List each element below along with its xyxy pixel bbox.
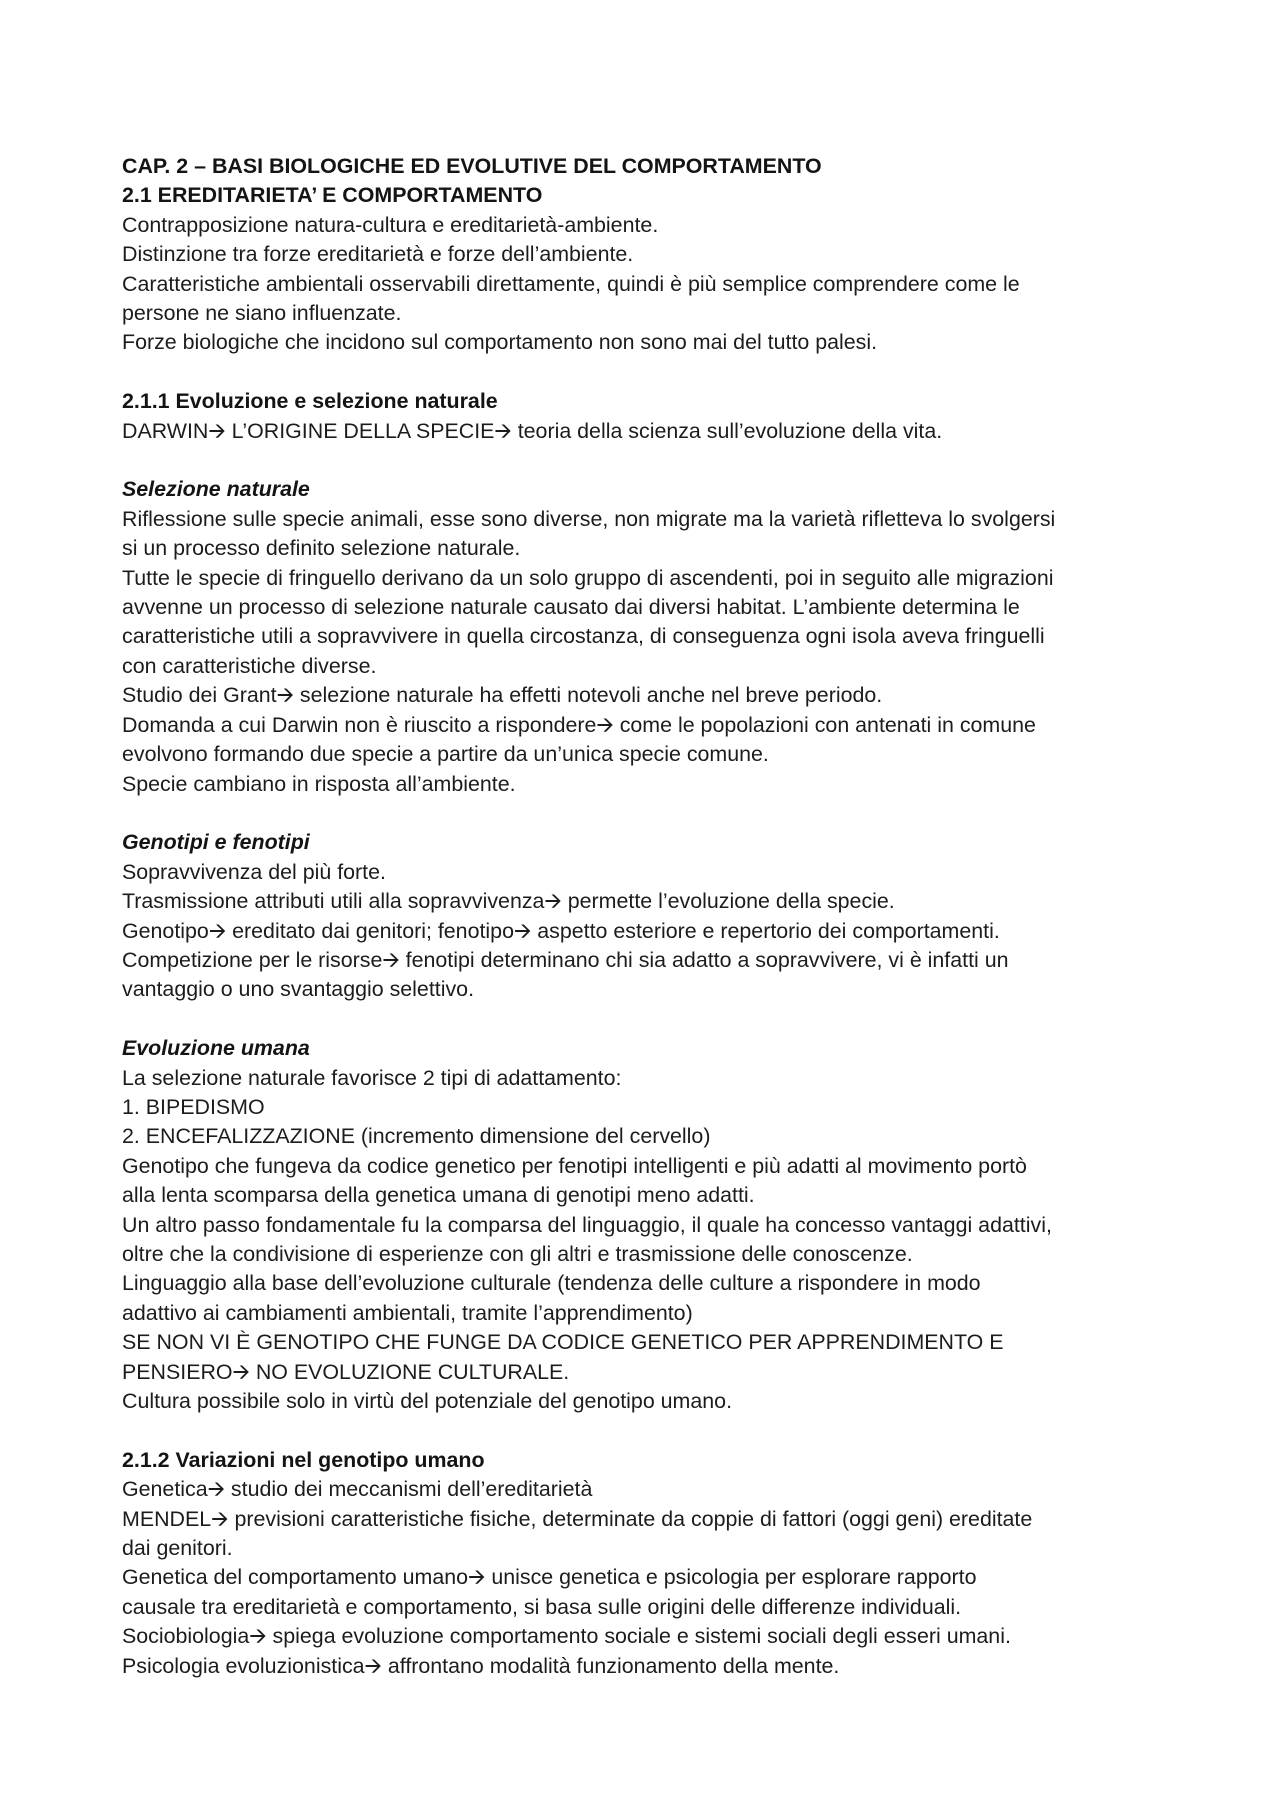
paragraph-line: Forze biologiche che incidono sul comportamento non sono mai del tutto palesi. xyxy=(122,330,878,355)
paragraph-line: evolvono formando due specie a partire da un’unica specie comune. xyxy=(122,742,769,767)
paragraph-line: Competizione per le risorse🡪 fenotipi determinano chi sia adatto a sopravvivere, vi è infatti un xyxy=(122,947,1009,972)
paragraph-line: Studio dei Grant🡪 selezione naturale ha effetti notevoli anche nel breve periodo. xyxy=(122,683,883,708)
spacer xyxy=(122,446,1172,475)
paragraph-line: Psicologia evoluzionistica🡪 affrontano modalità funzionamento della mente. xyxy=(122,1653,840,1678)
paragraph-line: Sopravvivenza del più forte. xyxy=(122,859,386,884)
paragraph-line: adattivo ai cambiamenti ambientali, tramite l’apprendimento) xyxy=(122,1300,693,1325)
paragraph-line: Distinzione tra forze ereditarietà e forze dell’ambiente. xyxy=(122,242,634,267)
section-2-1-title: 2.1 EREDITARIETA’ E COMPORTAMENTO xyxy=(122,183,543,208)
list-item: 1. BIPEDISMO xyxy=(122,1094,265,1119)
spacer xyxy=(122,358,1172,387)
paragraph-line: SE NON VI È GENOTIPO CHE FUNGE DA CODICE GENETICO PER APPRENDIMENTO E xyxy=(122,1330,1004,1355)
paragraph-line: Contrapposizione natura-cultura e ereditarietà-ambiente. xyxy=(122,212,659,237)
paragraph-line: avvenne un processo di selezione naturale causato dai diversi habitat. L’ambiente determina le xyxy=(122,595,1020,620)
paragraph-line: Un altro passo fondamentale fu la comparsa del linguaggio, il quale ha concesso vantaggi adattivi, xyxy=(122,1212,1052,1237)
paragraph-line: DARWIN🡪 L’ORIGINE DELLA SPECIE🡪 teoria della scienza sull’evoluzione della vita. xyxy=(122,418,943,443)
paragraph-line: Caratteristiche ambientali osservabili direttamente, quindi è più semplice comprendere come le xyxy=(122,271,1020,296)
spacer xyxy=(122,1005,1172,1034)
evoluzione-umana-title: Evoluzione umana xyxy=(122,1036,310,1061)
paragraph-line: caratteristiche utili a sopravvivere in quella circostanza, di conseguenza ogni isola aveva fringuelli xyxy=(122,624,1045,649)
paragraph-line: Linguaggio alla base dell’evoluzione culturale (tendenza delle culture a rispondere in modo xyxy=(122,1271,981,1296)
section-2-1-2-title: 2.1.2 Variazioni nel genotipo umano xyxy=(122,1447,485,1472)
paragraph-line: Trasmissione attributi utili alla sopravvivenza🡪 permette l’evoluzione della specie. xyxy=(122,889,895,914)
paragraph-line: Genetica🡪 studio dei meccanismi dell’ereditarietà xyxy=(122,1477,593,1502)
paragraph-line: MENDEL🡪 previsioni caratteristiche fisiche, determinate da coppie di fattori (oggi geni) ereditate xyxy=(122,1506,1033,1531)
paragraph-line: La selezione naturale favorisce 2 tipi di adattamento: xyxy=(122,1065,622,1090)
paragraph-line: Genotipo🡪 ereditato dai genitori; fenotipo🡪 aspetto esteriore e repertorio dei comportamenti. xyxy=(122,918,1000,943)
chapter-title: CAP. 2 – BASI BIOLOGICHE ED EVOLUTIVE DEL COMPORTAMENTO xyxy=(122,154,822,178)
paragraph-line: Tutte le specie di fringuello derivano da un solo gruppo di ascendenti, poi in seguito alle migrazioni xyxy=(122,565,1054,590)
paragraph-line: PENSIERO🡪 NO EVOLUZIONE CULTURALE. xyxy=(122,1359,570,1384)
paragraph-line: si un processo definito selezione naturale. xyxy=(122,536,521,561)
paragraph-line: Genotipo che fungeva da codice genetico per fenotipi intelligenti e più adatti al movimento portò xyxy=(122,1153,1027,1178)
spacer xyxy=(122,799,1172,828)
spacer xyxy=(122,1416,1172,1445)
paragraph-line: alla lenta scomparsa della genetica umana di genotipi meno adatti. xyxy=(122,1183,755,1208)
paragraph-line: oltre che la condivisione di esperienze con gli altri e trasmissione delle conoscenze. xyxy=(122,1241,913,1266)
paragraph-line: dai genitori. xyxy=(122,1536,233,1561)
paragraph-line: Sociobiologia🡪 spiega evoluzione comportamento sociale e sistemi sociali degli esseri umani. xyxy=(122,1624,1011,1649)
paragraph-line: Genetica del comportamento umano🡪 unisce genetica e psicologia per esplorare rapporto xyxy=(122,1565,977,1590)
paragraph-line: Specie cambiano in risposta all’ambiente. xyxy=(122,771,516,796)
paragraph-line: Riflessione sulle specie animali, esse sono diverse, non migrate ma la varietà rifletteva lo svolgersi xyxy=(122,506,1056,531)
list-item: 2. ENCEFALIZZAZIONE (incremento dimensione del cervello) xyxy=(122,1124,711,1149)
paragraph-line: causale tra ereditarietà e comportamento, si basa sulle origini delle differenze individuali. xyxy=(122,1594,962,1619)
document-page xyxy=(122,152,1172,1681)
paragraph-line: Cultura possibile solo in virtù del potenziale del genotipo umano. xyxy=(122,1389,733,1413)
paragraph-line: vantaggio o uno svantaggio selettivo. xyxy=(122,977,475,1002)
selezione-naturale-title: Selezione naturale xyxy=(122,477,310,502)
genotipi-fenotipi-title: Genotipi e fenotipi xyxy=(122,830,310,855)
section-2-1-1-title: 2.1.1 Evoluzione e selezione naturale xyxy=(122,389,498,414)
paragraph-line: con caratteristiche diverse. xyxy=(122,653,377,678)
paragraph-line: persone ne siano influenzate. xyxy=(122,301,402,326)
paragraph-line: Domanda a cui Darwin non è riuscito a rispondere🡪 come le popolazioni con antenati in comune xyxy=(122,712,1036,737)
